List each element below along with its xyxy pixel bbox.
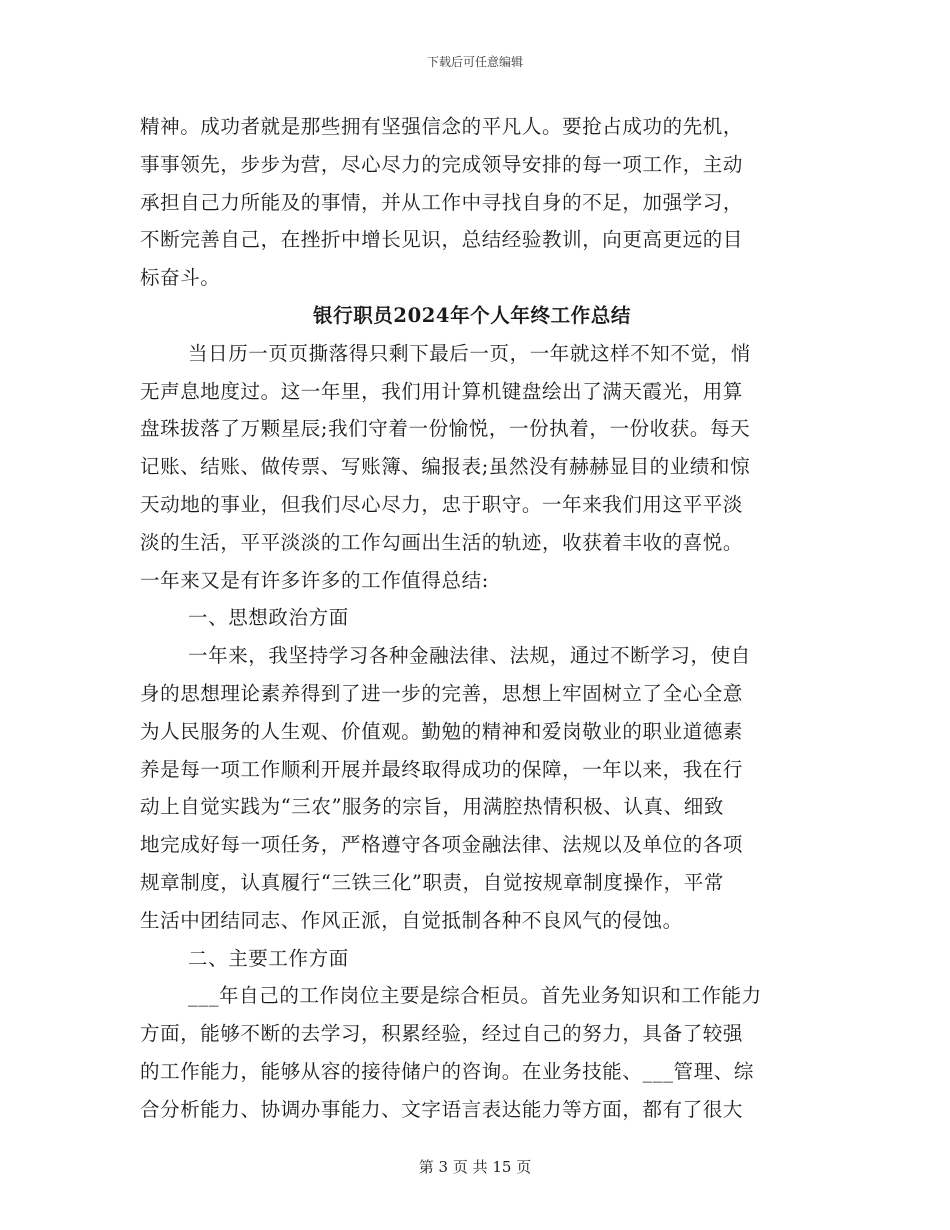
section-heading: 一、思想政治方面 — [188, 606, 349, 630]
paragraph-line: 身的思想理论素养得到了进一步的完善，思想上牢固树立了全心全意 — [140, 681, 744, 705]
paragraph-line: 无声息地度过。这一年里，我们用计算机键盘绘出了满天霞光，用算 — [140, 379, 744, 403]
document-body — [140, 108, 804, 1129]
paragraph-line: 规章制度，认真履行“三铁三化”职责，自觉按规章制度操作，平常 — [140, 870, 724, 894]
paragraph-line: 合分析能力、协调办事能力、文字语言表达能力等方面，都有了很大 — [140, 1097, 744, 1121]
page-number: 第 3 页 共 15 页 — [418, 1158, 532, 1176]
paragraph-line: 精神。成功者就是那些拥有坚强信念的平凡人。要抢占成功的先机， — [140, 115, 744, 138]
paragraph-line: 淡的生活，平平淡淡的工作勾画出生活的轨迹，收获着丰收的喜悦。 — [140, 530, 744, 554]
paragraph-line: 动上自觉实践为“三农”服务的宗旨，用满腔热情积极、认真、细致 — [140, 795, 724, 819]
paragraph-line: 一年来又是有许多许多的工作值得总结: — [140, 568, 489, 592]
paragraph-line: 方面，能够不断的去学习，积累经验，经过自己的努力，具备了较强 — [140, 1022, 744, 1046]
paragraph-line: 天动地的事业，但我们尽心尽力，忠于职守。一年来我们用这平平淡 — [140, 492, 744, 516]
paragraph-line: 当日历一页页撕落得只剩下最后一页，一年就这样不知不觉，悄 — [188, 341, 751, 365]
section-heading: 二、主要工作方面 — [188, 946, 349, 970]
paragraph-line: ___年自己的工作岗位主要是综合柜员。首先业务知识和工作能力 — [188, 984, 762, 1008]
paragraph-line: 地完成好每一项任务，严格遵守各项金融法律、法规以及单位的各项 — [140, 833, 744, 857]
paragraph-line: 事事领先，步步为营，尽心尽力的完成领导安排的每一项工作，主动 — [140, 152, 744, 176]
document-title: 银行职员2024年个人年终工作总结 — [313, 303, 631, 327]
paragraph-line: 盘珠拔落了万颗星辰;我们守着一份愉悦，一份执着，一份收获。每天 — [140, 417, 751, 441]
paragraph-line: 承担自己力所能及的事情，并从工作中寻找自身的不足，加强学习， — [140, 190, 744, 214]
paragraph-line: 不断完善自己，在挫折中增长见识，总结经验教训，向更高更远的目 — [140, 228, 744, 252]
paragraph-line: 一年来，我坚持学习各种金融法律、法规，通过不断学习，使自 — [188, 644, 751, 668]
page-header: 下载后可任意编辑 — [426, 55, 523, 69]
paragraph-line: 标奋斗。 — [140, 266, 221, 290]
paragraph-line: 生活中团结同志、作风正派，自觉抵制各种不良风气的侵蚀。 — [140, 908, 683, 932]
paragraph-line: 记账、结账、做传票、写账簿、编报表;虽然没有赫赫显目的业绩和惊 — [140, 455, 751, 479]
paragraph-line: 养是每一项工作顺利开展并最终取得成功的保障，一年以来，我在行 — [140, 757, 744, 781]
paragraph-line: 为人民服务的人生观、价值观。勤勉的精神和爱岗敬业的职业道德素 — [140, 719, 744, 743]
paragraph-line: 的工作能力，能够从容的接待储户的咨询。在业务技能、___管理、综 — [140, 1059, 754, 1083]
